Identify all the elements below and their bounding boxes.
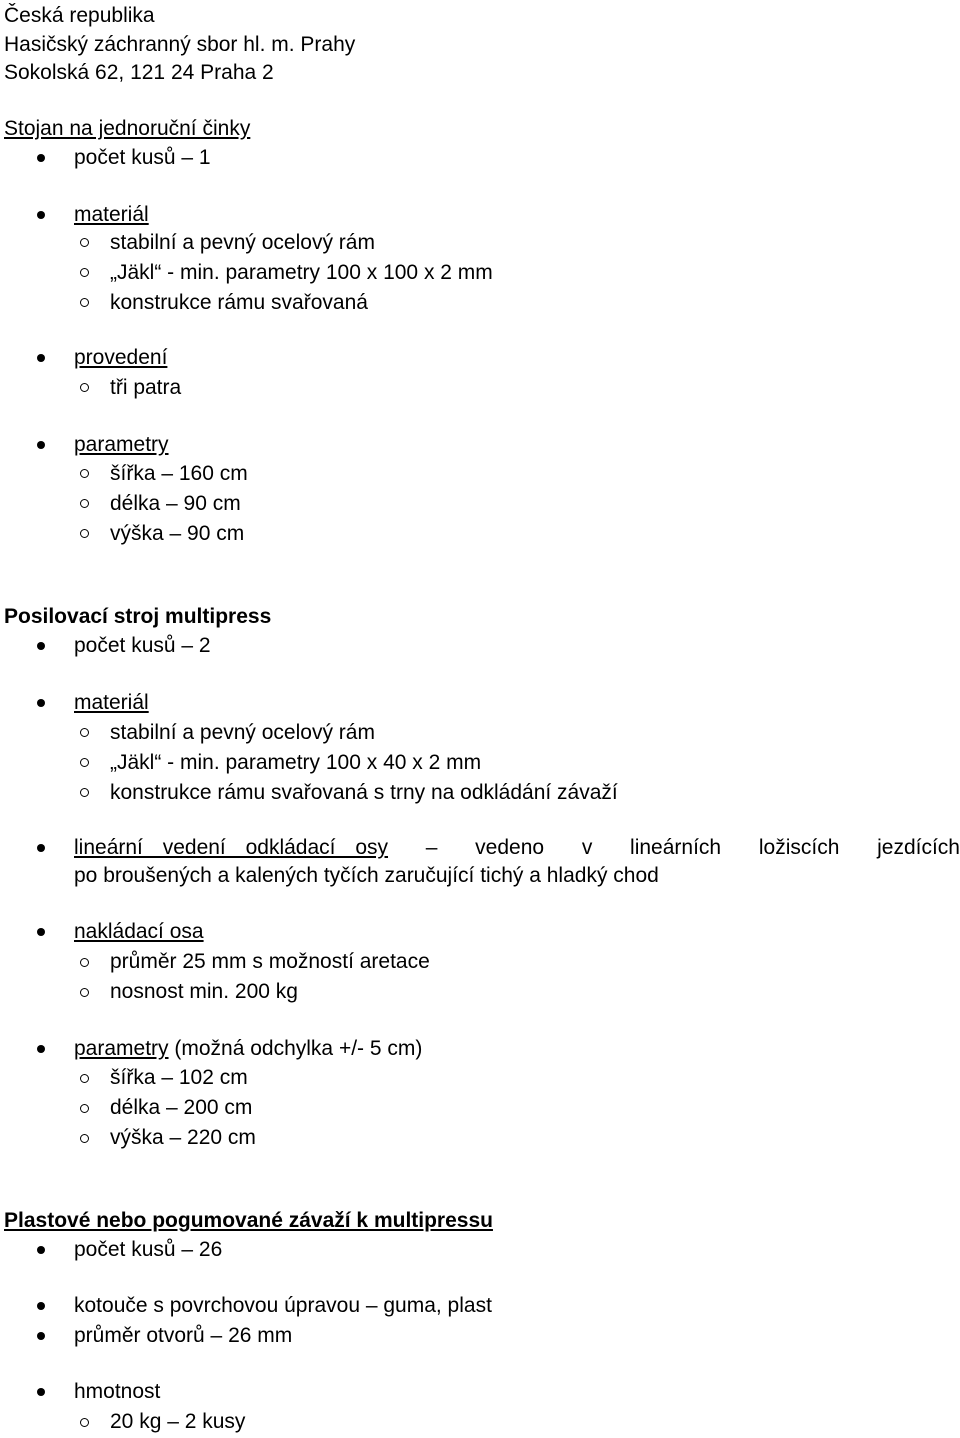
- provedeni-item: tři patra: [110, 376, 182, 399]
- material-item: stabilní a pevný ocelový rám: [110, 231, 375, 254]
- org-name: Hasičský záchranný sbor hl. m. Prahy: [4, 33, 356, 56]
- material-item: stabilní a pevný ocelový rám: [110, 721, 375, 744]
- material-item: konstrukce rámu svařovaná s trny na odkládání závaží: [110, 781, 618, 804]
- linear-guide-word: –: [425, 836, 438, 859]
- linear-guide-word: jezdících: [877, 836, 960, 859]
- org-address: Sokolská 62, 121 24 Praha 2: [4, 61, 274, 84]
- bullet-icon: [37, 154, 45, 162]
- bullet-icon: [37, 1332, 45, 1340]
- sub-bullet-icon: [80, 1418, 89, 1427]
- bullet-icon: [37, 699, 45, 707]
- parametry-suffix: (možná odchylka +/- 5 cm): [168, 1037, 423, 1060]
- provedeni-label: provedení: [74, 346, 168, 369]
- nakladaci-item: průměr 25 mm s možností aretace: [110, 950, 430, 973]
- nakladaci-item: nosnost min. 200 kg: [110, 980, 298, 1003]
- item-count: počet kusů – 26: [74, 1238, 223, 1261]
- material-item: konstrukce rámu svařovaná: [110, 291, 368, 314]
- item-count: počet kusů – 2: [74, 634, 211, 657]
- sub-bullet-icon: [80, 298, 89, 307]
- linear-guide-line: [74, 836, 960, 860]
- section-title-weights: Plastové nebo pogumované závaží k multipressu: [4, 1209, 493, 1232]
- bullet-icon: [37, 211, 45, 219]
- sub-bullet-icon: [80, 469, 89, 478]
- item-count: počet kusů – 1: [74, 146, 211, 169]
- parametry-item: výška – 220 cm: [110, 1126, 256, 1149]
- sub-bullet-icon: [80, 958, 89, 967]
- bullet-icon: [37, 1045, 45, 1053]
- parametry-item: šířka – 160 cm: [110, 462, 248, 485]
- parametry-item: výška – 90 cm: [110, 522, 245, 545]
- sub-bullet-icon: [80, 758, 89, 767]
- linear-guide-label: lineární vedení odkládací osy: [74, 836, 389, 859]
- sub-bullet-icon: [80, 383, 89, 392]
- material-item: „Jäkl“ - min. parametry 100 x 100 x 2 mm: [110, 261, 493, 284]
- linear-guide-word: lineárních: [630, 836, 722, 859]
- sub-bullet-icon: [80, 529, 89, 538]
- bullet-icon: [37, 928, 45, 936]
- bullet-icon: [37, 1246, 45, 1254]
- hmotnost-item: 20 kg – 2 kusy: [110, 1410, 246, 1433]
- linear-guide-word: ložiscích: [758, 836, 840, 859]
- sub-bullet-icon: [80, 268, 89, 277]
- material-label: materiál: [74, 691, 149, 714]
- bullet-icon: [37, 354, 45, 362]
- bullet-icon: [37, 1388, 45, 1396]
- prumer-item: průměr otvorů – 26 mm: [74, 1324, 293, 1347]
- bullet-icon: [37, 441, 45, 449]
- sub-bullet-icon: [80, 728, 89, 737]
- bullet-icon: [37, 1302, 45, 1310]
- kotouce-item: kotouče s povrchovou úpravou – guma, plast: [74, 1294, 492, 1317]
- nakladaci-label: nakládací osa: [74, 920, 204, 943]
- sub-bullet-icon: [80, 988, 89, 997]
- sub-bullet-icon: [80, 1074, 89, 1083]
- parametry-label: parametry: [74, 433, 169, 456]
- parametry-item: délka – 200 cm: [110, 1096, 253, 1119]
- sub-bullet-icon: [80, 788, 89, 797]
- parametry-label: parametry: [74, 1037, 169, 1060]
- org-country: Česká republika: [4, 4, 155, 27]
- material-item: „Jäkl“ - min. parametry 100 x 40 x 2 mm: [110, 751, 482, 774]
- linear-guide-word: vedeno: [475, 836, 545, 859]
- parametry-line: [74, 1037, 422, 1061]
- bullet-icon: [37, 642, 45, 650]
- sub-bullet-icon: [80, 499, 89, 508]
- sub-bullet-icon: [80, 1104, 89, 1113]
- bullet-icon: [37, 844, 45, 852]
- section-title-dumbbell-rack: Stojan na jednoruční činky: [4, 117, 251, 140]
- sub-bullet-icon: [80, 1134, 89, 1143]
- sub-bullet-icon: [80, 238, 89, 247]
- linear-guide-line2: po broušených a kalených tyčích zaručující tichý a hladký chod: [74, 864, 659, 887]
- section-title-multipress: Posilovací stroj multipress: [4, 605, 272, 628]
- hmotnost-label: hmotnost: [74, 1380, 161, 1403]
- parametry-item: šířka – 102 cm: [110, 1066, 248, 1089]
- parametry-item: délka – 90 cm: [110, 492, 241, 515]
- material-label: materiál: [74, 203, 149, 226]
- linear-guide-word: v: [581, 836, 593, 859]
